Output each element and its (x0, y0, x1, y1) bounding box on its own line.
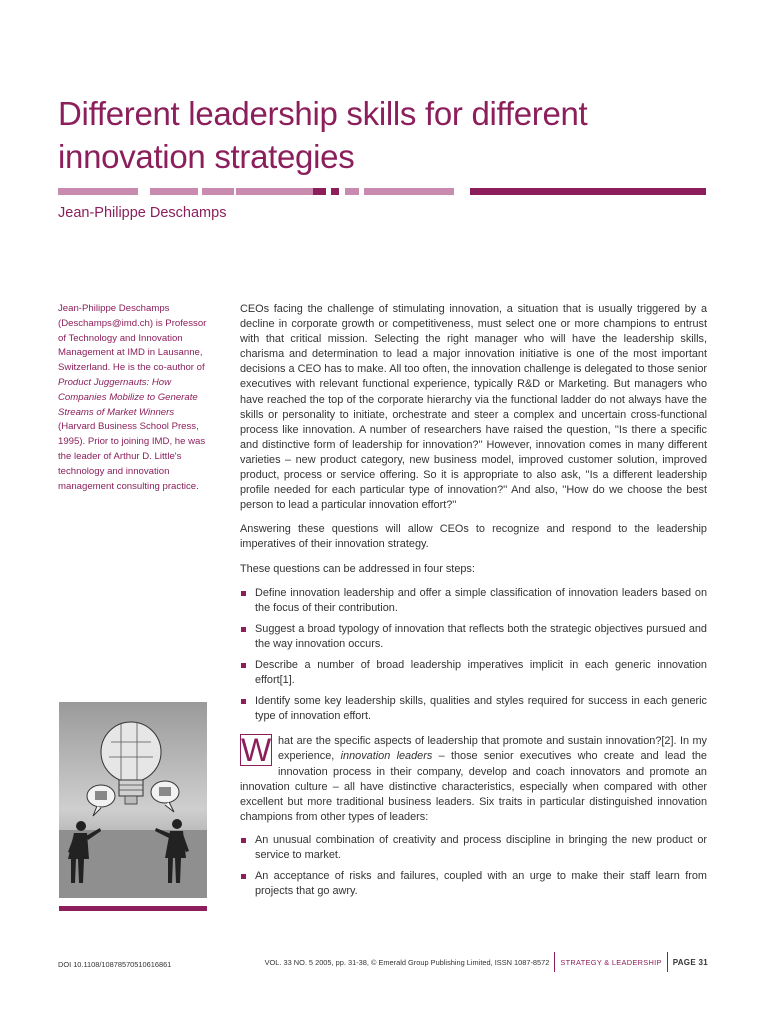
square-bullet-icon (241, 627, 246, 632)
drop-cap: W (241, 732, 272, 769)
square-bullet-icon (241, 591, 246, 596)
page-number: PAGE 31 (672, 957, 708, 967)
footer-journal: STRATEGY & LEADERSHIP (560, 957, 662, 967)
footer-citation: VOL. 33 NO. 5 2005, pp. 31-38, © Emerald Group Publishing Limited, ISSN 1087-8572 (264, 957, 550, 967)
list-item: An unusual combination of creativity and process discipline in bringing the new product or service to market. (240, 833, 707, 863)
illustration-bar (59, 906, 207, 911)
paragraph: Answering these questions will allow CEOs to recognize and respond to the leadership imperatives of their innovation strategy. (240, 523, 707, 551)
square-bullet-icon (241, 874, 246, 879)
paragraph: W hat are the specific aspects of leadership that promote and sustain innovation?[2]. In my experience, innovation leaders – those senior executives who create and lead the innovation process in their company, develop and coach innovators and promote an innovation culture – all have distinctive characteristics, especially when compared with other excellent but more traditional business leaders. Six traits in particular distinguished innovation champions from other types of leaders: (240, 732, 707, 823)
list-item: Suggest a broad typology of innovation that reflects both the strategic objectives pursued and the way innovation occurs. (240, 622, 707, 652)
article-title: Different leadership skills for different innovation strategies (58, 95, 588, 175)
footer-divider (554, 952, 555, 972)
illustration (59, 702, 207, 898)
article-body (240, 302, 707, 905)
traits-list (240, 833, 707, 899)
book-title: Product Juggernauts: How Companies Mobilize to Generate Streams of Market Winners (58, 376, 198, 418)
square-bullet-icon (241, 699, 246, 704)
author-name: Jean-Philippe Deschamps (58, 205, 227, 221)
list-item: Describe a number of broad leadership imperatives implicit in each generic innovation effort[1]. (240, 658, 707, 688)
steps-list (240, 586, 707, 725)
square-bullet-icon (241, 838, 246, 843)
author-bio: Jean-Philippe Deschamps (Deschamps@imd.ch) is Professor of Technology and Innovation Management at IMD in Lausanne, Switzerland. He is the co-author of Product Juggernauts: How Companies Mobilize to Generate Streams of Market Winners (Harvard Business School Press, 1995). Prior to joining IMD, he was the leader of Arthur D. Little's technology and innovation management consulting practice. (58, 303, 207, 492)
footer-citation-block (265, 952, 708, 972)
footer-doi: DOI 10.1108/10878570510616861 (58, 960, 172, 969)
paragraph: These questions can be addressed in four steps: (240, 562, 475, 575)
square-bullet-icon (241, 663, 246, 668)
list-item: Identify some key leadership skills, qualities and styles required for success in each generic type of innovation effort. (240, 694, 707, 724)
footer-divider (667, 952, 668, 972)
paragraph: CEOs facing the challenge of stimulating innovation, a situation that is usually triggered by a decline in corporate growth or competitiveness, must select one or more champions to entrust with that critical mission. Selecting the right manager who will have the leadership skills, charisma and determination to lead a major innovation initiative is one of the most important decisions a CEO has to make. All too often, the innovation challenge is delegated to those senior executives with relevant functional experience, typically R&D or Marketing. But managers who have reached the top of the corporate hierarchy via the functional ladder do not always have the skills or personality to initiate, orchestrate and steer a complex and uncertain cross-functional process like innovation. A number of researchers have raised the question, ''Is there a specific and distinctive form of leadership for innovation?'' However, innovation comes in many different varieties – new product category, new business model, improved customer solution, improved product, process or service offering. So it is appropriate to also ask, ''Is a different leadership profile needed for each particular type of innovation?'' And also, ''How do we choose the best person to lead a particular innovation effort?'' (240, 303, 707, 512)
list-item: Define innovation leadership and offer a simple classification of innovation leaders based on the focus of their contribution. (240, 586, 707, 616)
list-item: An acceptance of risks and failures, coupled with an urge to make their staff learn from projects that go awry. (240, 869, 707, 899)
